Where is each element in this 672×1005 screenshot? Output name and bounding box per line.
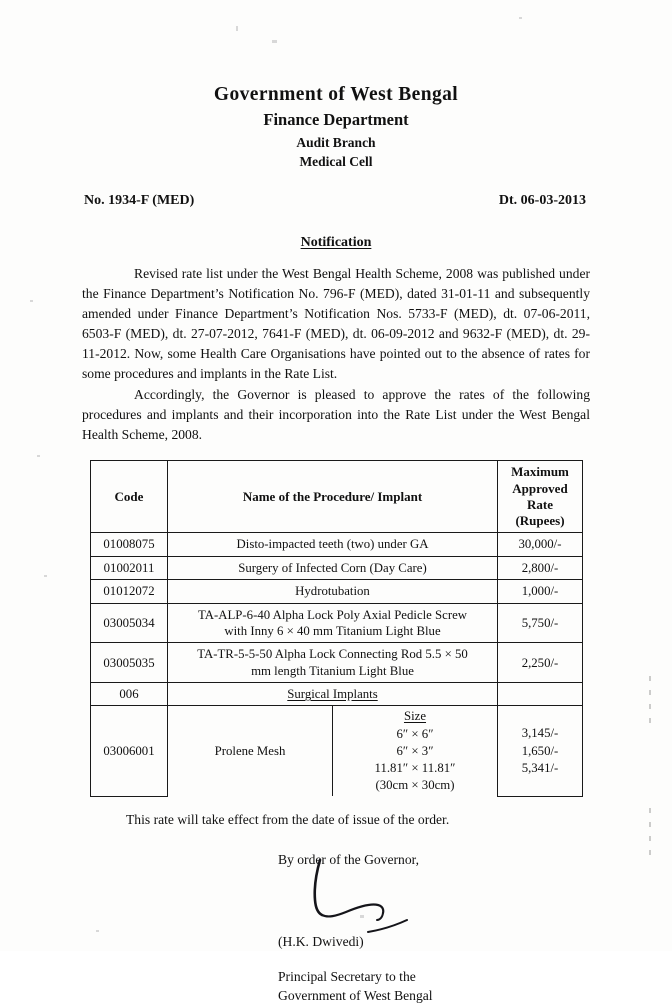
body-text — [82, 264, 590, 445]
notification-date: Dt. 06-03-2013 — [498, 192, 586, 208]
row-name-split — [168, 706, 498, 796]
section-rate — [498, 683, 583, 706]
row-rate: 5,750/- — [498, 603, 583, 643]
table-section-row — [91, 683, 583, 706]
effect-note: This rate will take effect from the date of issue of the order. — [126, 811, 450, 827]
handwritten-signature-icon — [258, 858, 438, 938]
department-title: Finance Department — [263, 110, 409, 130]
row-code: 01008075 — [91, 533, 168, 556]
rate-value: 1,650/- — [521, 743, 559, 758]
row-code: 03006001 — [91, 706, 168, 796]
table-header-row — [91, 461, 583, 533]
row-rate: 30,000/- — [498, 533, 583, 556]
section-name — [168, 683, 498, 706]
section-label: Surgical Implants — [287, 687, 378, 702]
signature-block — [82, 852, 590, 1005]
section-code: 006 — [91, 683, 168, 706]
column-header-name: Name of the Procedure/ Implant — [168, 461, 498, 533]
table-row — [91, 533, 583, 556]
rate-header-line-3: (Rupees) — [515, 513, 565, 529]
row-name: Surgery of Infected Corn (Day Care) — [168, 556, 498, 579]
row-name-line-1: TA-TR-5-5-50 Alpha Lock Connecting Rod 5.5 × 50 — [197, 647, 468, 662]
row-name: Disto-impacted teeth (two) under GA — [168, 533, 498, 556]
rate-value: 3,145/- — [521, 726, 559, 741]
column-header-rate — [498, 461, 583, 533]
designation — [278, 967, 590, 1005]
table-row — [91, 580, 583, 603]
table-row — [91, 556, 583, 579]
row-rate-multi — [498, 706, 583, 796]
table-row — [91, 603, 583, 643]
row-code: 03005034 — [91, 603, 168, 643]
page-title: Notification — [300, 234, 372, 250]
reference-line — [0, 193, 672, 211]
paragraph-2: Accordingly, the Governor is pleased to approve the rates of the following procedures and implants and their incorporation into the Rate List under the West Bengal Health Scheme, 2008. — [82, 386, 590, 442]
document-header — [0, 84, 672, 170]
size-value: 6″ × 6″ — [396, 726, 434, 741]
product-name: Prolene Mesh — [168, 706, 333, 796]
row-name — [168, 603, 498, 643]
row-rate: 1,000/- — [498, 580, 583, 603]
row-name: Hydrotubation — [168, 580, 498, 603]
row-rate: 2,800/- — [498, 556, 583, 579]
row-name — [168, 643, 498, 683]
table-row — [91, 643, 583, 683]
row-rate: 2,250/- — [498, 643, 583, 683]
designation-line-1: Principal Secretary to the — [278, 968, 416, 984]
table-row — [91, 706, 583, 796]
size-value: 6″ × 3″ — [396, 743, 434, 758]
column-header-code: Code — [91, 461, 168, 533]
rate-header-line-1: Maximum — [511, 464, 569, 480]
government-title: Government of West Bengal — [213, 84, 459, 105]
size-subtable — [168, 706, 497, 796]
row-code: 03005035 — [91, 643, 168, 683]
size-heading: Size — [403, 709, 427, 724]
branch-title: Audit Branch — [296, 135, 376, 151]
row-name-line-1: TA-ALP-6-40 Alpha Lock Poly Axial Pedicle Screw — [197, 607, 468, 622]
rates-table — [90, 460, 583, 796]
size-value: 11.81″ × 11.81″ — [374, 760, 456, 775]
signatory-name: (H.K. Dwivedi) — [278, 933, 364, 949]
cell-title: Medical Cell — [299, 153, 373, 169]
designation-line-2: Government of West Bengal — [278, 987, 433, 1003]
signature-area — [278, 868, 590, 934]
rate-header-line-2: Approved Rate — [512, 480, 568, 512]
rate-value: 5,341/- — [521, 760, 559, 775]
row-name-line-2: with Inny 6 × 40 mm Titanium Light Blue — [224, 623, 441, 638]
row-code: 01012072 — [91, 580, 168, 603]
size-value: (30cm × 30cm) — [375, 778, 455, 793]
rates-table-wrapper — [90, 460, 582, 796]
notification-number: No. 1934-F (MED) — [84, 192, 195, 208]
paragraph-1: Revised rate list under the West Bengal Health Scheme, 2008 was published under the Finance Department’s Notification No. 796-F (MED), dated 31-01-11 and subsequently amended under Finance Department’s Notification Nos. 5733-F (MED), dt. 07-06-2011, 6503-F (MED), dt. 27-07-2012, 7641-F (MED), dt. 06-09-2012 and 9632-F (MED), dt. 29-11-2012. Now, some Health Care Organisations have pointed out to the absence of rates for some procedures and implants in the Rate List. — [82, 265, 590, 381]
row-name-line-2: mm length Titanium Light Blue — [251, 663, 414, 678]
row-code: 01002011 — [91, 556, 168, 579]
by-order-text: By order of the Governor, — [278, 851, 420, 867]
size-column — [333, 706, 498, 796]
